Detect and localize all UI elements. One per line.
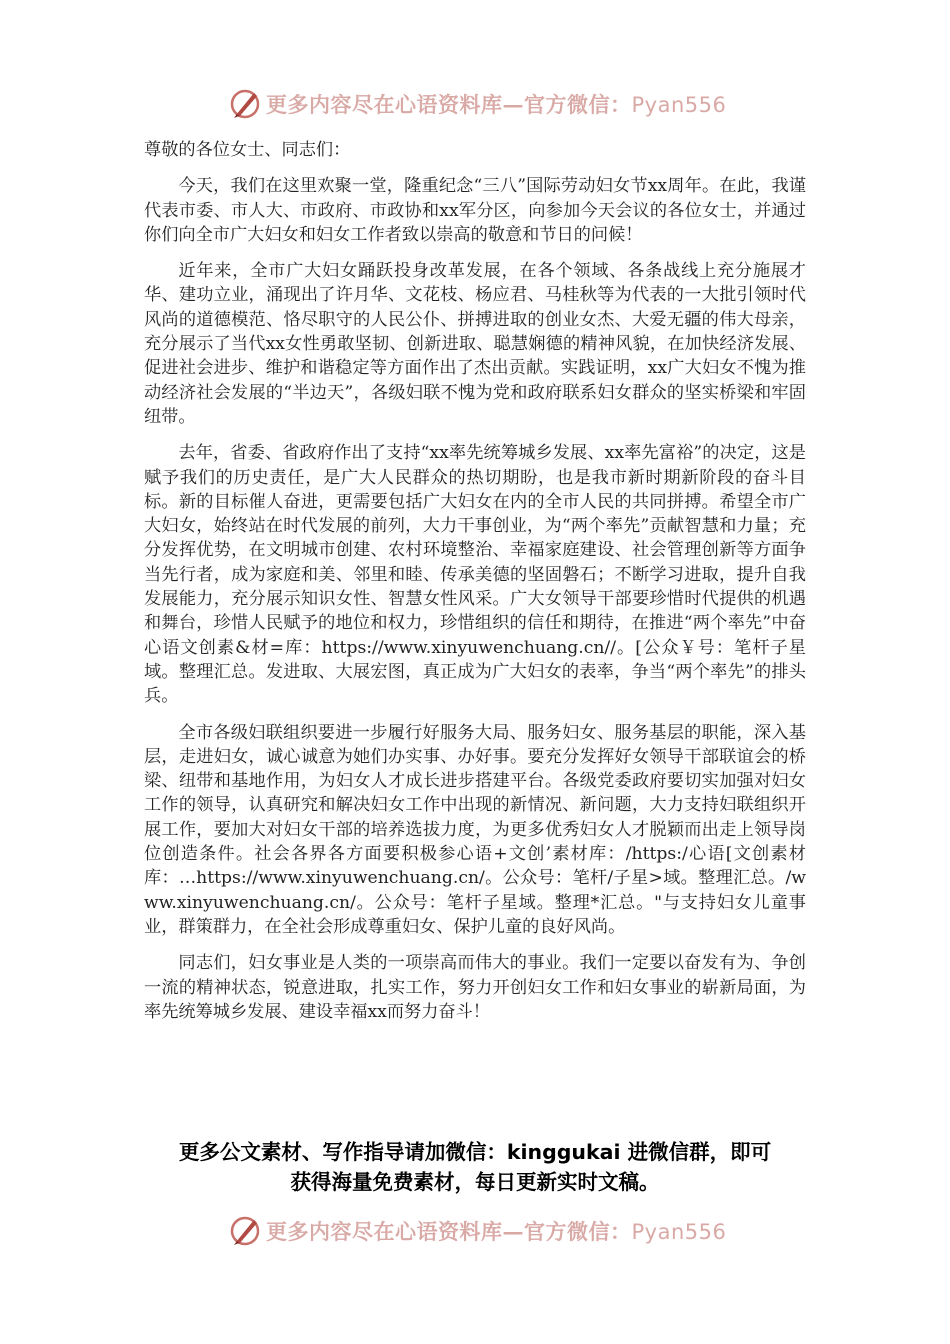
promo-note <box>140 1137 810 1197</box>
pen-in-circle-icon <box>228 87 262 121</box>
document-body <box>144 138 806 1036</box>
footer-banner-wechat-id: Pyan556 <box>631 1220 727 1244</box>
paragraph-3: 去年，省委、省政府作出了支持“xx率先统筹城乡发展、xx率先富裕”的决定，这是赋予我们的历史责任，是广大人民群众的热切期盼，也是我市新时期新阶段的奋斗目标。新的目标催人奋进，更需要包括广大妇女在内的全市人民的共同拼搏。希望全市广大妇女，始终站在时代发展的前列，大力干事创业，为“两个率先”贡献智慧和力量；充分发挥优势，在文明城市创建、农村环境整治、幸福家庭建设、社会管理创新等方面争当先行者，成为家庭和美、邻里和睦、传承美德的坚固磐石；不断学习进取，提升自我发展能力，充分展示知识女性、智慧女性风采。广大女领导干部要珍惜时代提供的机遇和舞台，珍惜人民赋予的地位和权力，珍惜组织的信任和期待，在推进“两个率先”中奋心语文创素&材=库：https://www.xinyuwenchuang.cn//。[公众￥号：笔杆子星域。整理汇总。发进取、大展宏图，真正成为广大妇女的表率，争当“两个率先”的排头兵。 <box>144 443 806 707</box>
header-banner-wechat-id: Pyan556 <box>631 93 727 117</box>
pen-in-circle-icon <box>228 1214 262 1248</box>
paragraph-5: 同志们，妇女事业是人类的一项崇高而伟大的事业。我们一定要以奋发有为、争创一流的精神状态，锐意进取，扎实工作，努力开创妇女工作和妇女事业的崭新局面，为率先统筹城乡发展、建设幸福xx而努力奋斗！ <box>144 953 806 1022</box>
paragraph-1: 今天，我们在这里欢聚一堂，隆重纪念“三八”国际劳动妇女节xx周年。在此，我谨代表市委、市人大、市政府、市政协和xx军分区，向参加今天会议的各位女士，并通过你们向全市广大妇女和妇女工作者致以崇高的敬意和节日的问候！ <box>144 176 806 245</box>
header-banner-text: 更多内容尽在心语资料库—官方微信： <box>266 92 632 117</box>
paragraph-2: 近年来，全市广大妇女踊跃投身改革发展，在各个领域、各条战线上充分施展才华、建功立业，涌现出了许月华、文花枝、杨应君、马桂秋等为代表的一大批引领时代风尚的道德模范、恪尽职守的人民公仆、拼搏进取的创业女杰、大爱无疆的伟大母亲，充分展示了当代xx女性勇敢坚韧、创新进取、聪慧娴德的精神风貌，在加快经济发展、促进社会进步、维护和谐稳定等方面作出了杰出贡献。实践证明，xx广大妇女不愧为推动经济社会发展的“半边天”，各级妇联不愧为党和政府联系妇女群众的坚实桥梁和牢固纽带。 <box>144 261 806 427</box>
footer-banner-text: 更多内容尽在心语资料库—官方微信： <box>266 1219 632 1244</box>
footer-watermark-banner <box>228 1211 726 1251</box>
promo-line-2: 获得海量免费素材，每日更新实时文稿。 <box>290 1170 660 1194</box>
paragraph-4: 全市各级妇联组织要进一步履行好服务大局、服务妇女、服务基层的职能，深入基层，走进妇女，诚心诚意为她们办实事、办好事。要充分发挥好女领导干部联谊会的桥梁、纽带和基地作用，为妇女人才成长进步搭建平台。各级党委政府要切实加强对妇女工作的领导，认真研究和解决妇女工作中出现的新情况、新问题，大力支持妇联组织开展工作，要加大对妇女干部的培养选拔力度，为更多优秀妇女人才脱颖而出走上领导岗位创造条件。社会各界各方面要积极参心语+文创’素材库：/https:/心语[文创素材库：…https://www.xinyuwenchuang.cn/。公众号：笔杆/子星>域。整理汇总。/www.xinyuwenchuang.cn/。公众号：笔杆子星域。整理*汇总。"与支持妇女儿童事业，群策群力，在全社会形成尊重妇女、保护儿童的良好风尚。 <box>144 722 806 937</box>
promo-line-1: 更多公文素材、写作指导请加微信：kinggukai 进微信群，即可 <box>178 1140 772 1164</box>
header-watermark-banner <box>228 84 726 124</box>
salutation: 尊敬的各位女士、同志们： <box>144 140 351 160</box>
